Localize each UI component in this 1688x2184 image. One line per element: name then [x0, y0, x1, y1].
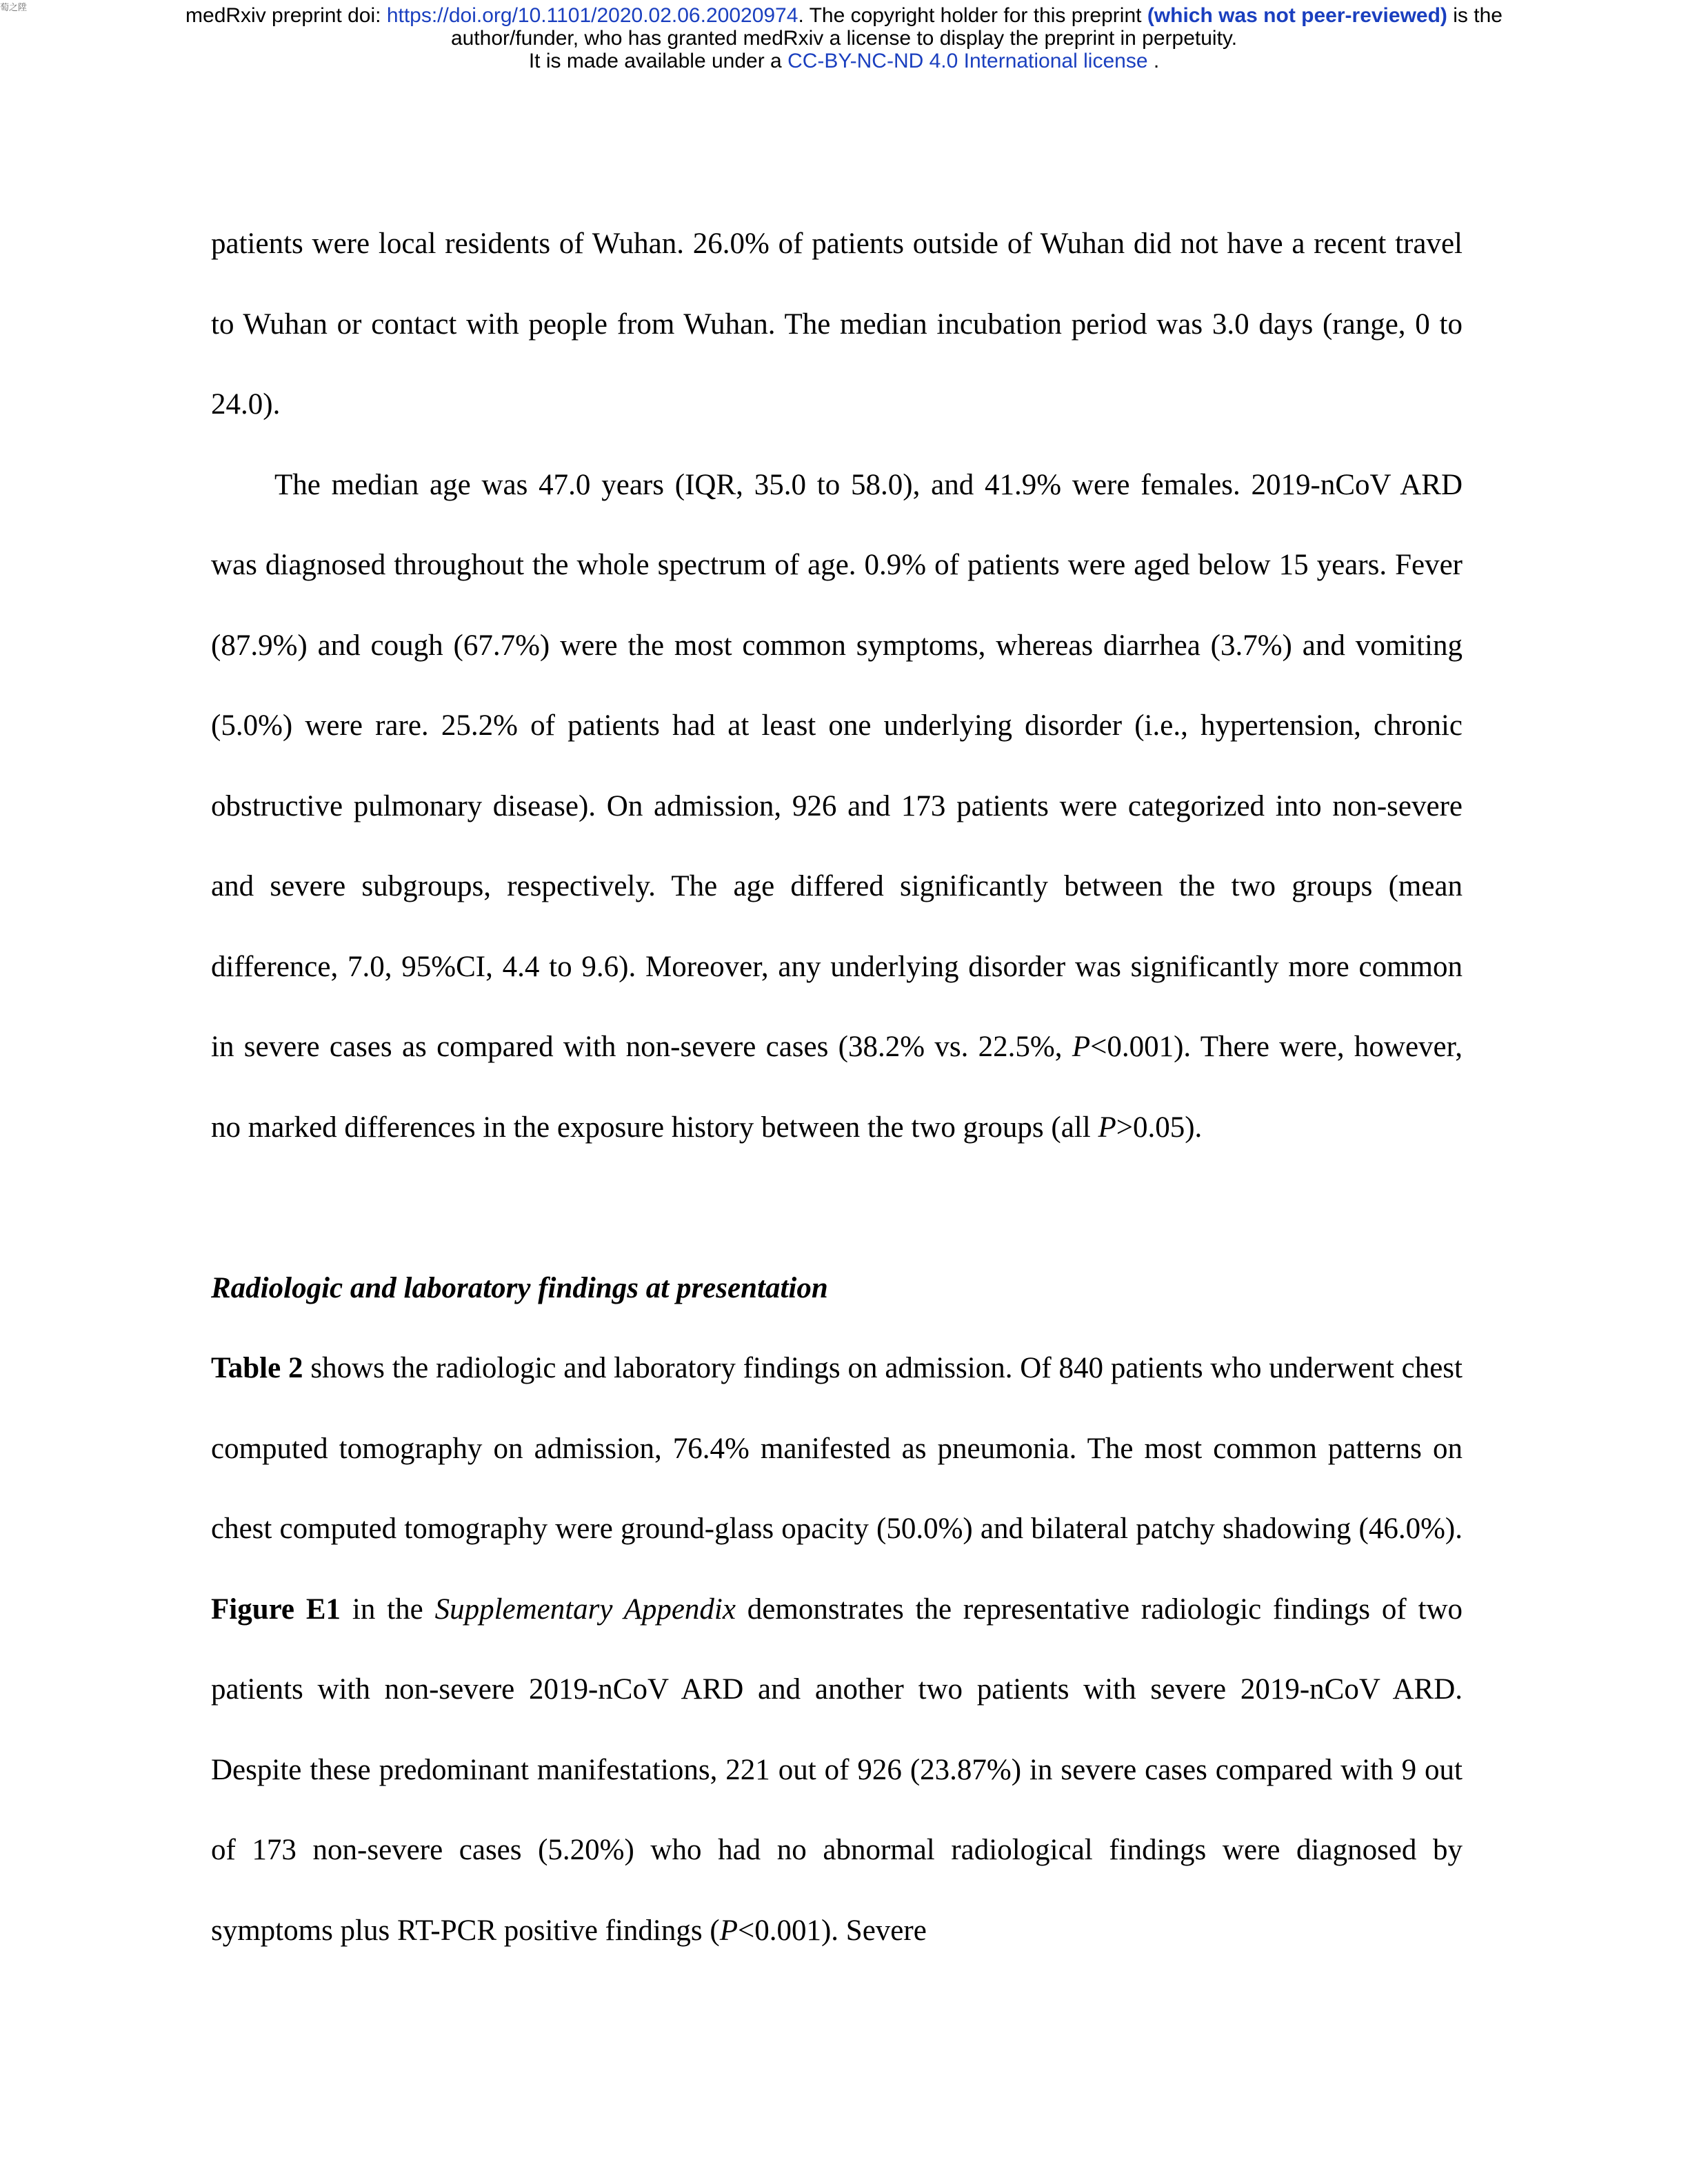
radiology-text-1: shows the radiologic and laboratory findings on admission. Of 840 patients who underwent chest computed tomography on admission, 76.4% manifested as pneumonia. The most common patterns on chest computed tomography were ground-glass opacity (50.0%) and bilateral patchy shadowing (46.0%).	[211, 1352, 1463, 1545]
radiology-text-4: <0.001). Severe	[737, 1914, 927, 1947]
header-line-3	[0, 50, 1688, 72]
license-prefix: It is made available under a	[528, 50, 788, 72]
p-value-symbol: P	[719, 1914, 738, 1947]
license-link[interactable]: CC-BY-NC-ND 4.0 International license	[787, 50, 1148, 72]
header-line-1	[0, 4, 1688, 27]
figure-reference: Figure E1	[211, 1593, 341, 1626]
section-heading: Radiologic and laboratory findings at presentation	[211, 1271, 828, 1304]
license-suffix: .	[1147, 50, 1160, 72]
header-mid: . The copyright holder for this preprint	[798, 4, 1147, 27]
header-prefix: medRxiv preprint doi:	[185, 4, 387, 27]
paragraph-exposure: patients were local residents of Wuhan. 26.0% of patients outside of Wuhan did not have a recent travel to Wuhan or contact with people from Wuhan. The median incubation period was 3.0 days (range, 0 to 24.0).	[211, 228, 1463, 421]
table-reference: Table 2	[211, 1352, 303, 1384]
p-value-symbol: P	[1072, 1031, 1091, 1063]
demographics-text-1: The median age was 47.0 years (IQR, 35.0 to 58.0), and 41.9% were females. 2019-nCoV ARD was diagnosed throughout the whole spectrum of age. 0.9% of patients were aged below 15 years. Fever (87.9%) and cough (67.7%) were the most common symptoms, whereas diarrhea (3.7%) and vomiting (5.0%) were rare. 25.2% of patients had at least one underlying disorder (i.e., hypertension, chronic obstructive pulmonary disease). On admission, 926 and 173 patients were categorized into non-severe and severe subgroups, respectively. The age differed significantly between the two groups (mean difference, 7.0, 95%CI, 4.4 to 9.6). Moreover, any underlying disorder was significantly more common in severe cases as compared with non-severe cases (38.2% vs. 22.5%,	[211, 468, 1463, 1063]
radiology-text-2: in the	[341, 1593, 435, 1626]
paragraph-demographics	[211, 445, 1463, 1169]
peer-review-note: (which was not peer-reviewed)	[1147, 4, 1447, 27]
demographics-text-3: >0.05).	[1116, 1111, 1203, 1144]
p-value-symbol: P	[1098, 1111, 1116, 1144]
radiology-text-3: demonstrates the representative radiologic findings of two patients with non-severe 2019-nCoV ARD and another two patients with severe 2019-nCoV ARD. Despite these predominant manifestations, 221 out of 926 (23.87%) in severe cases compared with 9 out of 173 non-severe cases (5.20%) who had no abnormal radiological findings were diagnosed by symptoms plus RT-PCR positive findings (	[211, 1593, 1463, 1947]
paragraph-radiology	[211, 1328, 1463, 1971]
corner-mark: 萄之陞	[0, 3, 28, 13]
section-gap	[211, 1168, 1463, 1248]
header-suffix: is the	[1447, 4, 1503, 27]
preprint-header	[0, 4, 1688, 72]
header-line-2: author/funder, who has granted medRxiv a license to display the preprint in perpetuity.	[450, 27, 1238, 50]
doi-link[interactable]: https://doi.org/10.1101/2020.02.06.20020974	[386, 4, 798, 27]
appendix-reference: Supplementary Appendix	[434, 1593, 736, 1626]
article-body	[211, 204, 1463, 1971]
demographics-text-2: <0.001). There were, however, no marked differences in the exposure history between the two groups (all	[211, 1031, 1463, 1144]
